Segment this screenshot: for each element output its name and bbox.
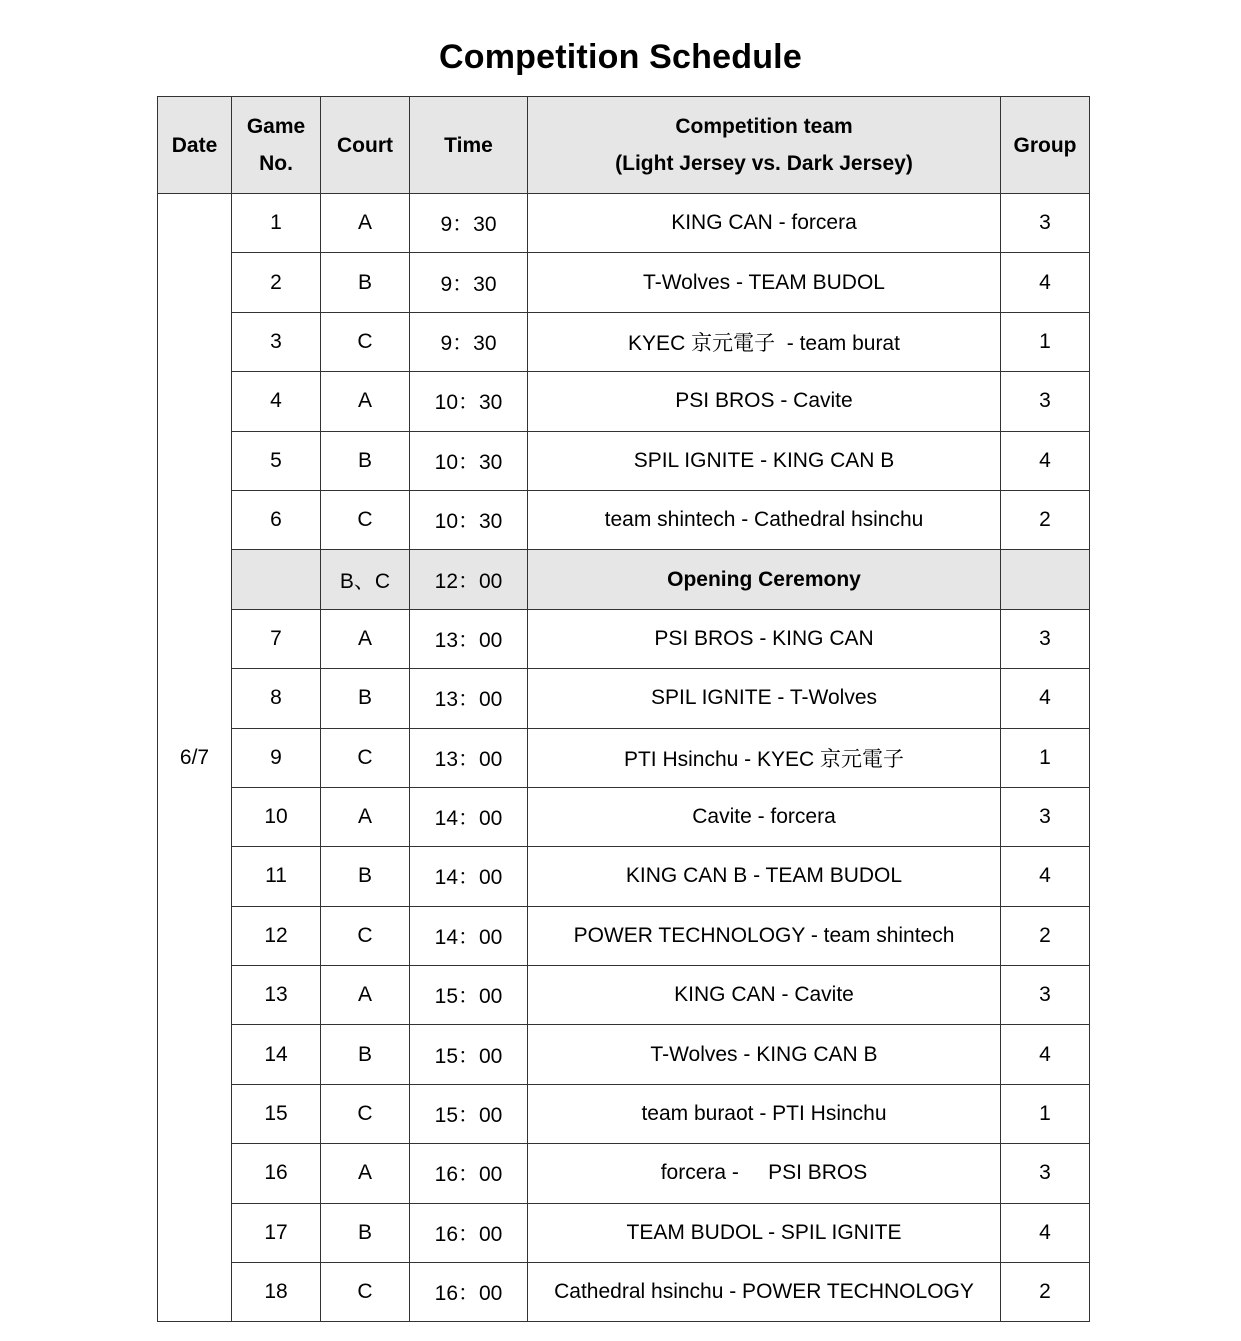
court-cell: B bbox=[321, 431, 410, 490]
group-cell bbox=[1001, 550, 1090, 609]
game-no-cell: 18 bbox=[232, 1263, 321, 1322]
table-row bbox=[158, 669, 1090, 728]
time-cell: 10：30 bbox=[410, 372, 528, 431]
header-group: Group bbox=[1001, 97, 1090, 194]
team-cell: KYEC 京元電子 - team burat bbox=[528, 312, 1001, 371]
court-cell: B bbox=[321, 253, 410, 312]
court-cell: B bbox=[321, 669, 410, 728]
team-cell: KING CAN - forcera bbox=[528, 194, 1001, 253]
header-court: Court bbox=[321, 97, 410, 194]
court-cell: A bbox=[321, 609, 410, 668]
group-cell: 4 bbox=[1001, 253, 1090, 312]
time-cell: 15：00 bbox=[410, 1025, 528, 1084]
group-cell: 3 bbox=[1001, 609, 1090, 668]
team-cell: TEAM BUDOL - SPIL IGNITE bbox=[528, 1203, 1001, 1262]
game-no-cell: 2 bbox=[232, 253, 321, 312]
court-cell: A bbox=[321, 787, 410, 846]
table-row bbox=[158, 906, 1090, 965]
table-row bbox=[158, 1203, 1090, 1262]
game-no-cell: 13 bbox=[232, 966, 321, 1025]
group-cell: 4 bbox=[1001, 431, 1090, 490]
table-row bbox=[158, 966, 1090, 1025]
court-cell: C bbox=[321, 1084, 410, 1143]
court-cell: B bbox=[321, 1203, 410, 1262]
team-cell: T-Wolves - KING CAN B bbox=[528, 1025, 1001, 1084]
page-title: Competition Schedule bbox=[439, 38, 802, 76]
game-no-cell: 16 bbox=[232, 1144, 321, 1203]
game-no-cell: 10 bbox=[232, 787, 321, 846]
group-cell: 1 bbox=[1001, 728, 1090, 787]
court-cell: C bbox=[321, 1263, 410, 1322]
group-cell: 1 bbox=[1001, 1084, 1090, 1143]
header-date: Date bbox=[158, 97, 232, 194]
time-cell: 13：00 bbox=[410, 609, 528, 668]
schedule-body bbox=[158, 194, 1090, 1322]
team-cell: team buraot - PTI Hsinchu bbox=[528, 1084, 1001, 1143]
game-no-cell: 4 bbox=[232, 372, 321, 431]
time-cell: 12：00 bbox=[410, 550, 528, 609]
team-cell: team shintech - Cathedral hsinchu bbox=[528, 490, 1001, 549]
team-cell: PTI Hsinchu - KYEC 京元電子 bbox=[528, 728, 1001, 787]
game-no-cell: 1 bbox=[232, 194, 321, 253]
time-cell: 9：30 bbox=[410, 312, 528, 371]
team-cell: PSI BROS - Cavite bbox=[528, 372, 1001, 431]
time-cell: 13：00 bbox=[410, 669, 528, 728]
team-cell: PSI BROS - KING CAN bbox=[528, 609, 1001, 668]
table-row bbox=[158, 847, 1090, 906]
court-cell: A bbox=[321, 1144, 410, 1203]
group-cell: 2 bbox=[1001, 1263, 1090, 1322]
header-time: Time bbox=[410, 97, 528, 194]
game-no-cell: 9 bbox=[232, 728, 321, 787]
time-cell: 14：00 bbox=[410, 906, 528, 965]
header-competition-team: Competition team (Light Jersey vs. Dark Jersey) bbox=[528, 97, 1001, 194]
group-cell: 3 bbox=[1001, 787, 1090, 846]
group-cell: 4 bbox=[1001, 1203, 1090, 1262]
date-cell: 6/7 bbox=[158, 194, 232, 1322]
game-no-cell bbox=[232, 550, 321, 609]
game-no-cell: 14 bbox=[232, 1025, 321, 1084]
game-no-cell: 6 bbox=[232, 490, 321, 549]
time-cell: 16：00 bbox=[410, 1263, 528, 1322]
game-no-cell: 12 bbox=[232, 906, 321, 965]
header-game-no: Game No. bbox=[232, 97, 321, 194]
group-cell: 3 bbox=[1001, 1144, 1090, 1203]
game-no-cell: 15 bbox=[232, 1084, 321, 1143]
time-cell: 16：00 bbox=[410, 1203, 528, 1262]
team-cell: Opening Ceremony bbox=[528, 550, 1001, 609]
court-cell: B、C bbox=[321, 550, 410, 609]
group-cell: 4 bbox=[1001, 669, 1090, 728]
table-row bbox=[158, 1084, 1090, 1143]
team-cell: SPIL IGNITE - KING CAN B bbox=[528, 431, 1001, 490]
time-cell: 10：30 bbox=[410, 490, 528, 549]
group-cell: 1 bbox=[1001, 312, 1090, 371]
group-cell: 2 bbox=[1001, 490, 1090, 549]
group-cell: 4 bbox=[1001, 1025, 1090, 1084]
schedule-table bbox=[157, 96, 1090, 1322]
time-cell: 9：30 bbox=[410, 194, 528, 253]
court-cell: B bbox=[321, 1025, 410, 1084]
table-row bbox=[158, 1144, 1090, 1203]
court-cell: C bbox=[321, 906, 410, 965]
court-cell: C bbox=[321, 312, 410, 371]
time-cell: 14：00 bbox=[410, 847, 528, 906]
header-row bbox=[158, 97, 1090, 194]
group-cell: 3 bbox=[1001, 372, 1090, 431]
time-cell: 16：00 bbox=[410, 1144, 528, 1203]
team-cell: POWER TECHNOLOGY - team shintech bbox=[528, 906, 1001, 965]
time-cell: 9：30 bbox=[410, 253, 528, 312]
game-no-cell: 5 bbox=[232, 431, 321, 490]
team-cell: SPIL IGNITE - T-Wolves bbox=[528, 669, 1001, 728]
table-row bbox=[158, 312, 1090, 371]
time-cell: 13：00 bbox=[410, 728, 528, 787]
time-cell: 15：00 bbox=[410, 966, 528, 1025]
court-cell: A bbox=[321, 372, 410, 431]
table-row bbox=[158, 372, 1090, 431]
table-row bbox=[158, 787, 1090, 846]
game-no-cell: 17 bbox=[232, 1203, 321, 1262]
group-cell: 4 bbox=[1001, 847, 1090, 906]
time-cell: 14：00 bbox=[410, 787, 528, 846]
court-cell: C bbox=[321, 728, 410, 787]
time-cell: 10：30 bbox=[410, 431, 528, 490]
table-row bbox=[158, 194, 1090, 253]
table-row bbox=[158, 431, 1090, 490]
table-row bbox=[158, 253, 1090, 312]
court-cell: A bbox=[321, 194, 410, 253]
table-row bbox=[158, 490, 1090, 549]
ceremony-row bbox=[158, 550, 1090, 609]
court-cell: A bbox=[321, 966, 410, 1025]
court-cell: B bbox=[321, 847, 410, 906]
table-row bbox=[158, 609, 1090, 668]
table-row bbox=[158, 1263, 1090, 1322]
team-cell: Cathedral hsinchu - POWER TECHNOLOGY bbox=[528, 1263, 1001, 1322]
table-row bbox=[158, 1025, 1090, 1084]
group-cell: 2 bbox=[1001, 906, 1090, 965]
game-no-cell: 8 bbox=[232, 669, 321, 728]
game-no-cell: 11 bbox=[232, 847, 321, 906]
team-cell: KING CAN - Cavite bbox=[528, 966, 1001, 1025]
group-cell: 3 bbox=[1001, 966, 1090, 1025]
team-cell: KING CAN B - TEAM BUDOL bbox=[528, 847, 1001, 906]
group-cell: 3 bbox=[1001, 194, 1090, 253]
team-cell: forcera - PSI BROS bbox=[528, 1144, 1001, 1203]
team-cell: T-Wolves - TEAM BUDOL bbox=[528, 253, 1001, 312]
game-no-cell: 7 bbox=[232, 609, 321, 668]
table-row bbox=[158, 728, 1090, 787]
team-cell: Cavite - forcera bbox=[528, 787, 1001, 846]
time-cell: 15：00 bbox=[410, 1084, 528, 1143]
court-cell: C bbox=[321, 490, 410, 549]
game-no-cell: 3 bbox=[232, 312, 321, 371]
